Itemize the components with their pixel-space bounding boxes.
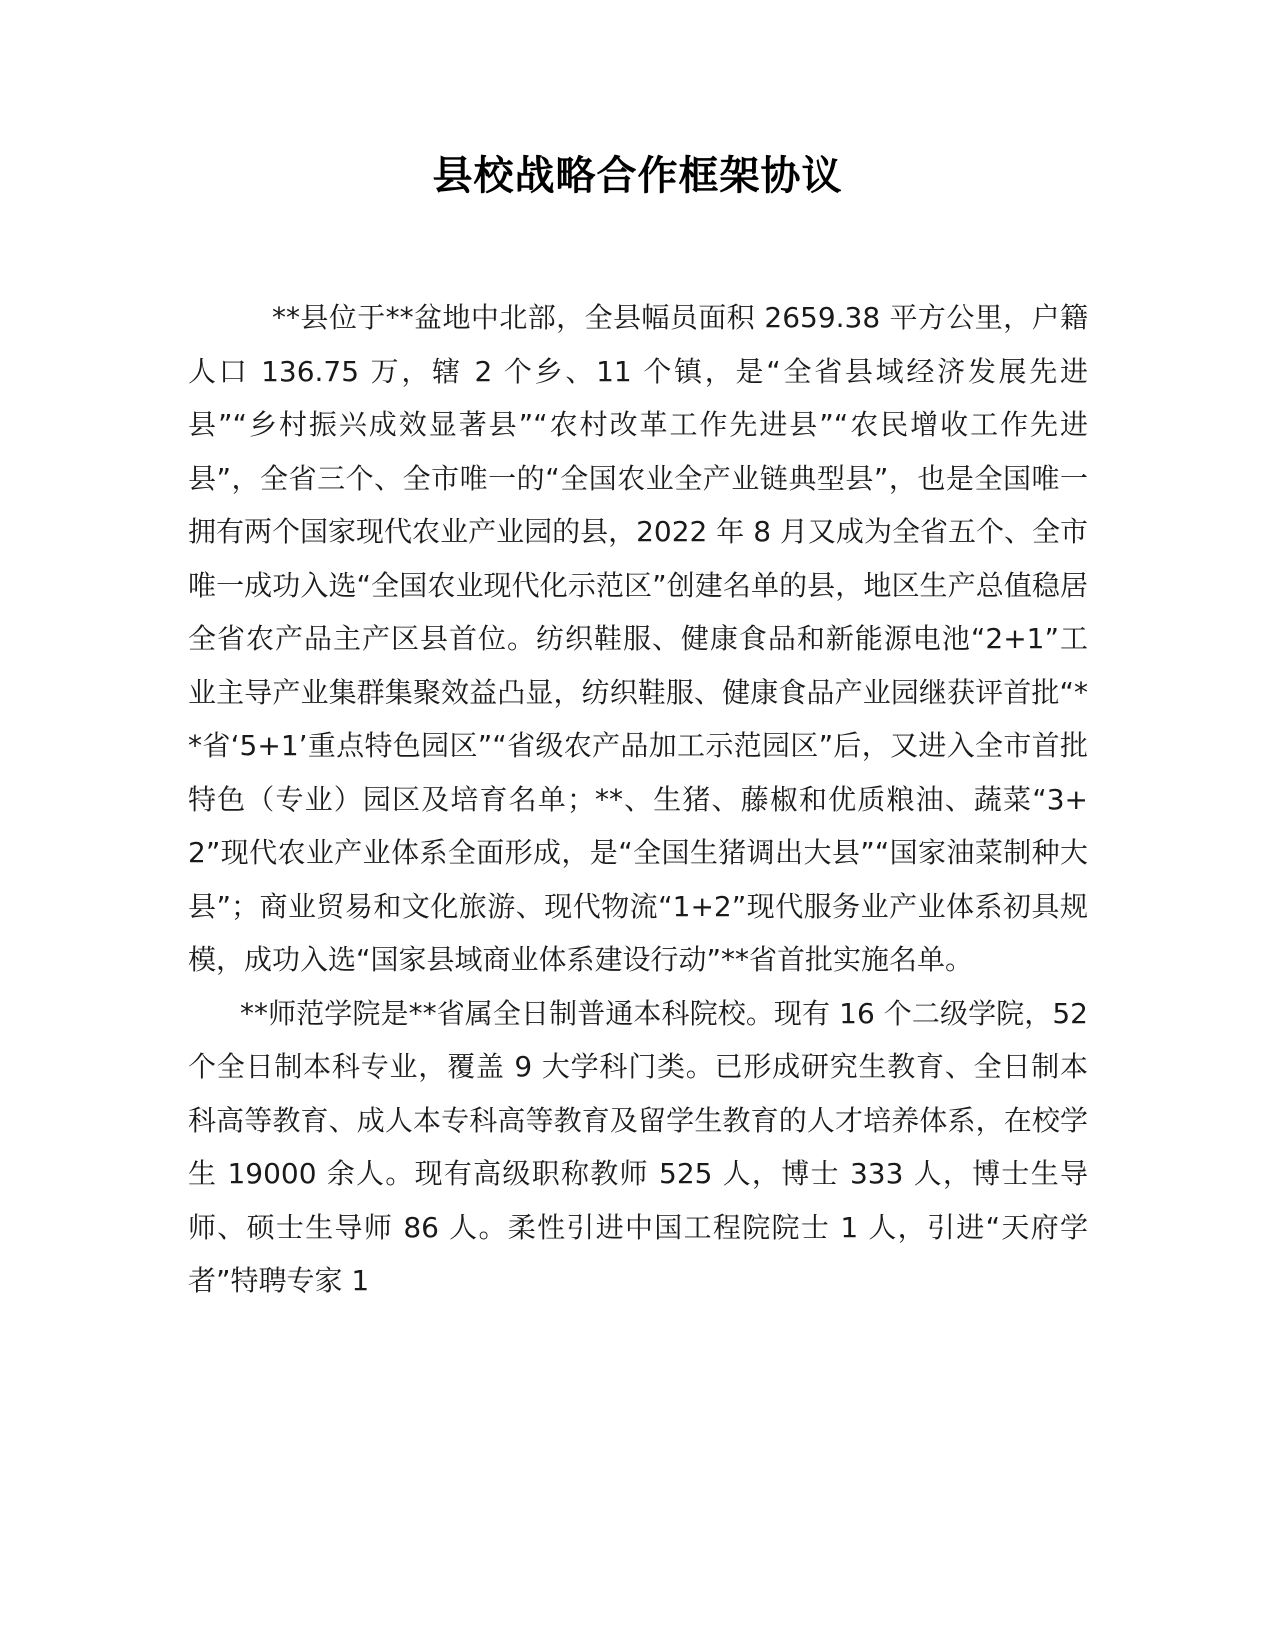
county-intro-paragraph: **县位于**盆地中北部，全县幅员面积 2659.38 平方公里，户籍人口 136.75 万，辖 2 个乡、11 个镇，是“全省县域经济发展先进县”“乡村振兴成效显著县”“农村改革工作先进县”“农民增收工作先进县”，全省三个、全市唯一的“全国农业全产业链典型县”，也是全国唯一拥有两个国家现代农业产业园的县，2022 年 8 月又成为全省五个、全市唯一成功入选“全国农业现代化示范区”创建名单的县，地区生产总值稳居全省农产品主产区县首位。纺织鞋服、健康食品和新能源电池“2+1”工业主导产业集群集聚效益凸显，纺织鞋服、健康食品产业园继获评首批“**省‘5+1’重点特色园区”“省级农产品加工示范园区”后，又进入全市首批特色（专业）园区及培育名单；**、生猪、藤椒和优质粮油、蔬菜“3+2”现代农业产业体系全面形成，是“全国生猪调出大县”“国家油菜制种大县”；商业贸易和文化旅游、现代物流“1+2”现代服务业产业体系初具规模，成功入选“国家县域商业体系建设行动”**省首批实施名单。 [188, 301, 1088, 976]
college-intro-paragraph: **师范学院是**省属全日制普通本科院校。现有 16 个二级学院，52 个全日制本科专业，覆盖 9 大学科门类。已形成研究生教育、全日制本科高等教育、成人本专科高等教育及留学生教育的人才培养体系，在校学生 19000 余人。现有高级职称教师 525 人，博士 333 人，博士生导师、硕士生导师 86 人。柔性引进中国工程院院士 1 人，引进“天府学者”特聘专家 1 [188, 996, 1088, 1297]
document-title: 县校战略合作框架协议 [432, 152, 843, 199]
document-body [188, 291, 1088, 1308]
